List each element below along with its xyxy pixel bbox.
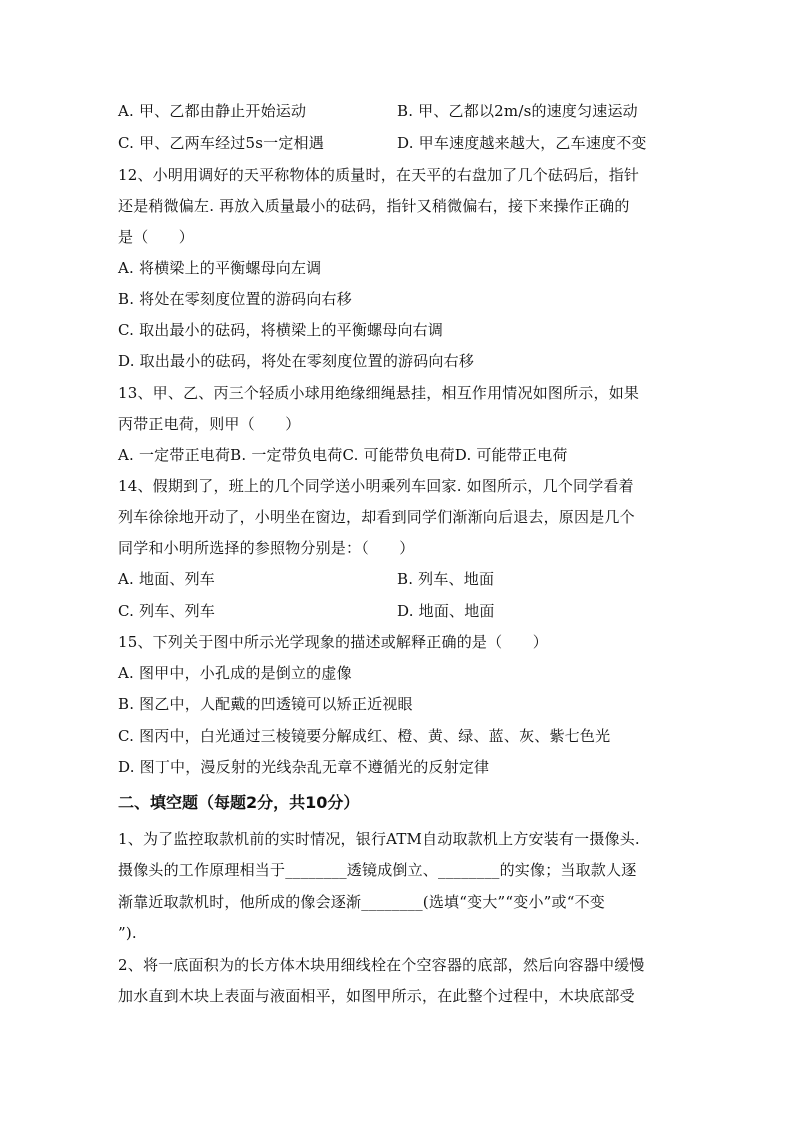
q14-option-a: A. 地面、列车 [118,570,215,588]
q15-stem: 15、下列关于图中所示光学现象的描述或解释正确的是（ ） [118,633,548,651]
q11-option-b: B. 甲、乙都以2m/s的速度匀速运动 [397,102,638,120]
fill2-line-1: 2、将一底面积为的长方体木块用细线栓在个空容器的底部，然后向容器中缓慢 [118,956,645,974]
fill1-line-2: 摄像头的工作原理相当于________透镜成倒立、________的实像；当取款人逐 [118,861,637,879]
q12-stem-line-2: 还是稍微偏左. 再放入质量最小的砝码，指针又稍微偏右，接下来操作正确的 [118,197,630,215]
q12-option-a: A. 将横梁上的平衡螺母向左调 [118,259,322,277]
q12-option-b: B. 将处在零刻度位置的游码向右移 [118,290,352,308]
section-title: 二、填空题（每题2分，共10分） [118,793,360,812]
q12-option-d: D. 取出最小的砝码，将处在零刻度位置的游码向右移 [118,352,475,370]
fill1-line-3: 渐靠近取款机时，他所成的像会逐渐________(选填“变大”“变小”或“不变 [118,893,605,911]
fill1-line-4: ”). [118,924,137,942]
q14-option-b: B. 列车、地面 [397,570,495,588]
fill1-line-1: 1、为了监控取款机前的实时情况，银行ATM自动取款机上方安装有一摄像头. [118,830,640,848]
q12-stem-line-1: 12、小明用调好的天平称物体的质量时，在天平的右盘加了几个砝码后，指针 [118,166,640,184]
q14-option-d: D. 地面、地面 [397,602,495,620]
q13-stem-line-2: 丙带正电荷，则甲（ ） [118,415,301,433]
q12-stem-line-3: 是（ ） [118,228,195,246]
q12-option-c: C. 取出最小的砝码，将横梁上的平衡螺母向右调 [118,321,444,339]
q15-option-a: A. 图甲中，小孔成的是倒立的虚像 [118,664,352,682]
q11-option-d: D. 甲车速度越来越大，乙车速度不变 [397,134,647,152]
q15-option-b: B. 图乙中，人配戴的凹透镜可以矫正近视眼 [118,695,413,713]
q11-option-a: A. 甲、乙都由静止开始运动 [118,102,307,120]
fill2-line-2: 加水直到木块上表面与液面相平，如图甲所示，在此整个过程中，木块底部受 [118,987,635,1005]
q15-option-d: D. 图丁中，漫反射的光线杂乱无章不遵循光的反射定律 [118,758,490,776]
q15-option-c: C. 图丙中，白光通过三棱镜要分解成红、橙、黄、绿、蓝、灰、紫七色光 [118,727,611,745]
q14-stem-line-2: 列车徐徐地开动了，小明坐在窗边，却看到同学们渐渐向后退去，原因是几个 [118,508,635,526]
q13-stem-line-1: 13、甲、乙、丙三个轻质小球用绝缘细绳悬挂，相互作用情况如图所示，如果 [118,384,640,402]
q14-option-c: C. 列车、列车 [118,602,216,620]
q14-stem-line-1: 14、假期到了，班上的几个同学送小明乘列车回家. 如图所示，几个同学看着 [118,477,634,495]
q13-options: A. 一定带正电荷B. 一定带负电荷C. 可能带负电荷D. 可能带正电荷 [118,446,568,464]
q14-stem-line-3: 同学和小明所选择的参照物分别是：（ ） [118,539,415,557]
q11-option-c: C. 甲、乙两车经过5s一定相遇 [118,134,324,152]
